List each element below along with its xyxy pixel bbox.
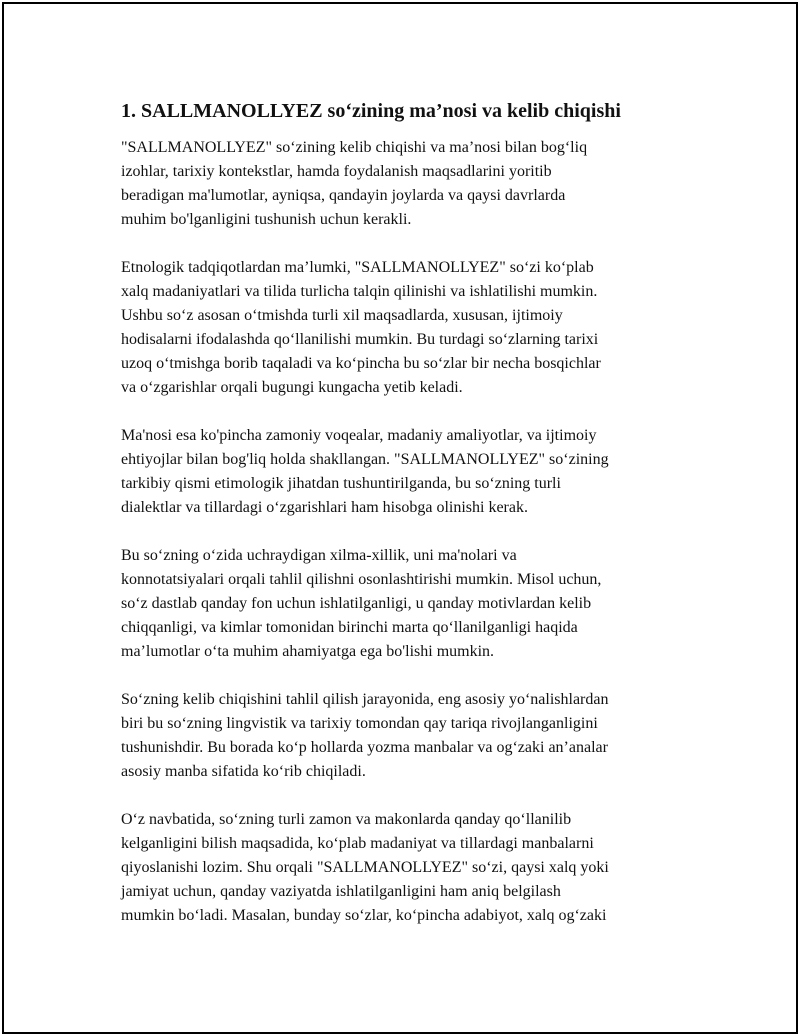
paragraph-line: kelganligini bilish maqsadida, ko‘plab madaniyat va tillardagi manbalarni bbox=[121, 835, 594, 852]
paragraph-line: beradigan ma'lumotlar, ayniqsa, qandayin joylarda va qaysi davrlarda bbox=[121, 187, 566, 204]
paragraph-line: dialektlar va tillardagi o‘zgarishlari ham hisobga olinishi kerak. bbox=[121, 499, 528, 516]
paragraph-line: muhim bo'lganligini tushunish uchun kerakli. bbox=[121, 211, 412, 228]
paragraph-line: va o‘zgarishlar orqali bugungi kungacha yetib keladi. bbox=[121, 379, 463, 396]
page-frame bbox=[2, 2, 798, 1034]
paragraph-line: Etnologik tadqiqotlardan ma’lumki, "SALLMANOLLYEZ" so‘zi ko‘plab bbox=[121, 259, 594, 276]
paragraph-line: xalq madaniyatlari va tilida turlicha talqin qilinishi va ishlatilishi mumkin. bbox=[121, 283, 598, 300]
paragraph bbox=[121, 808, 701, 928]
section-heading: 1. SALLMANOLLYEZ so‘zining ma’nosi va kelib chiqishi bbox=[121, 100, 621, 122]
document-body bbox=[121, 98, 701, 952]
paragraph-list bbox=[121, 136, 701, 928]
paragraph-line: uzoq o‘tmishga borib taqaladi va ko‘pincha bu so‘zlar bir necha bosqichlar bbox=[121, 355, 601, 372]
paragraph-line: konnotatsiyalari orqali tahlil qilishni osonlashtirishi mumkin. Misol uchun, bbox=[121, 571, 602, 588]
paragraph-line: Ma'nosi esa ko'pincha zamoniy voqealar, madaniy amaliyotlar, va ijtimoiy bbox=[121, 427, 597, 444]
paragraph-line: So‘zning kelib chiqishini tahlil qilish jarayonida, eng asosiy yo‘nalishlardan bbox=[121, 691, 609, 708]
paragraph bbox=[121, 256, 701, 400]
paragraph-line: chiqqanligi, va kimlar tomonidan birinchi marta qo‘llanilganligi haqida bbox=[121, 619, 578, 636]
paragraph-line: ma’lumotlar o‘ta muhim ahamiyatga ega bo'lishi mumkin. bbox=[121, 643, 495, 660]
paragraph-line: Ushbu so‘z asosan o‘tmishda turli xil maqsadlarda, xususan, ijtimoiy bbox=[121, 307, 563, 324]
paragraph bbox=[121, 544, 701, 664]
paragraph-line: "SALLMANOLLYEZ" so‘zining kelib chiqishi va ma’nosi bilan bog‘liq bbox=[121, 139, 588, 156]
paragraph-line: izohlar, tarixiy kontekstlar, hamda foydalanish maqsadlarini yoritib bbox=[121, 163, 552, 180]
paragraph bbox=[121, 136, 701, 232]
paragraph-line: tushunishdir. Bu borada ko‘p hollarda yozma manbalar va og‘zaki an’analar bbox=[121, 739, 608, 756]
paragraph-line: O‘z navbatida, so‘zning turli zamon va makonlarda qanday qo‘llanilib bbox=[121, 811, 572, 828]
paragraph-line: tarkibiy qismi etimologik jihatdan tushuntirilganda, bu so‘zning turli bbox=[121, 475, 561, 492]
paragraph-line: asosiy manba sifatida ko‘rib chiqiladi. bbox=[121, 763, 366, 780]
paragraph-line: jamiyat uchun, qanday vaziyatda ishlatilganligini ham aniq belgilash bbox=[121, 883, 561, 900]
paragraph-line: mumkin bo‘ladi. Masalan, bunday so‘zlar, ko‘pincha adabiyot, xalq og‘zaki bbox=[121, 907, 607, 924]
paragraph-line: hodisalarni ifodalashda qo‘llanilishi mumkin. Bu turdagi so‘zlarning tarixi bbox=[121, 331, 599, 348]
paragraph-line: qiyoslanishi lozim. Shu orqali "SALLMANOLLYEZ" so‘zi, qaysi xalq yoki bbox=[121, 859, 609, 876]
paragraph-line: ehtiyojlar bilan bog'liq holda shakllangan. "SALLMANOLLYEZ" so‘zining bbox=[121, 451, 609, 468]
paragraph bbox=[121, 424, 701, 520]
paragraph bbox=[121, 688, 701, 784]
paragraph-line: Bu so‘zning o‘zida uchraydigan xilma-xillik, uni ma'nolari va bbox=[121, 547, 517, 564]
paragraph-line: so‘z dastlab qanday fon uchun ishlatilganligi, u qanday motivlardan kelib bbox=[121, 595, 592, 612]
paragraph-line: biri bu so‘zning lingvistik va tarixiy tomondan qay tariqa rivojlanganligini bbox=[121, 715, 598, 732]
